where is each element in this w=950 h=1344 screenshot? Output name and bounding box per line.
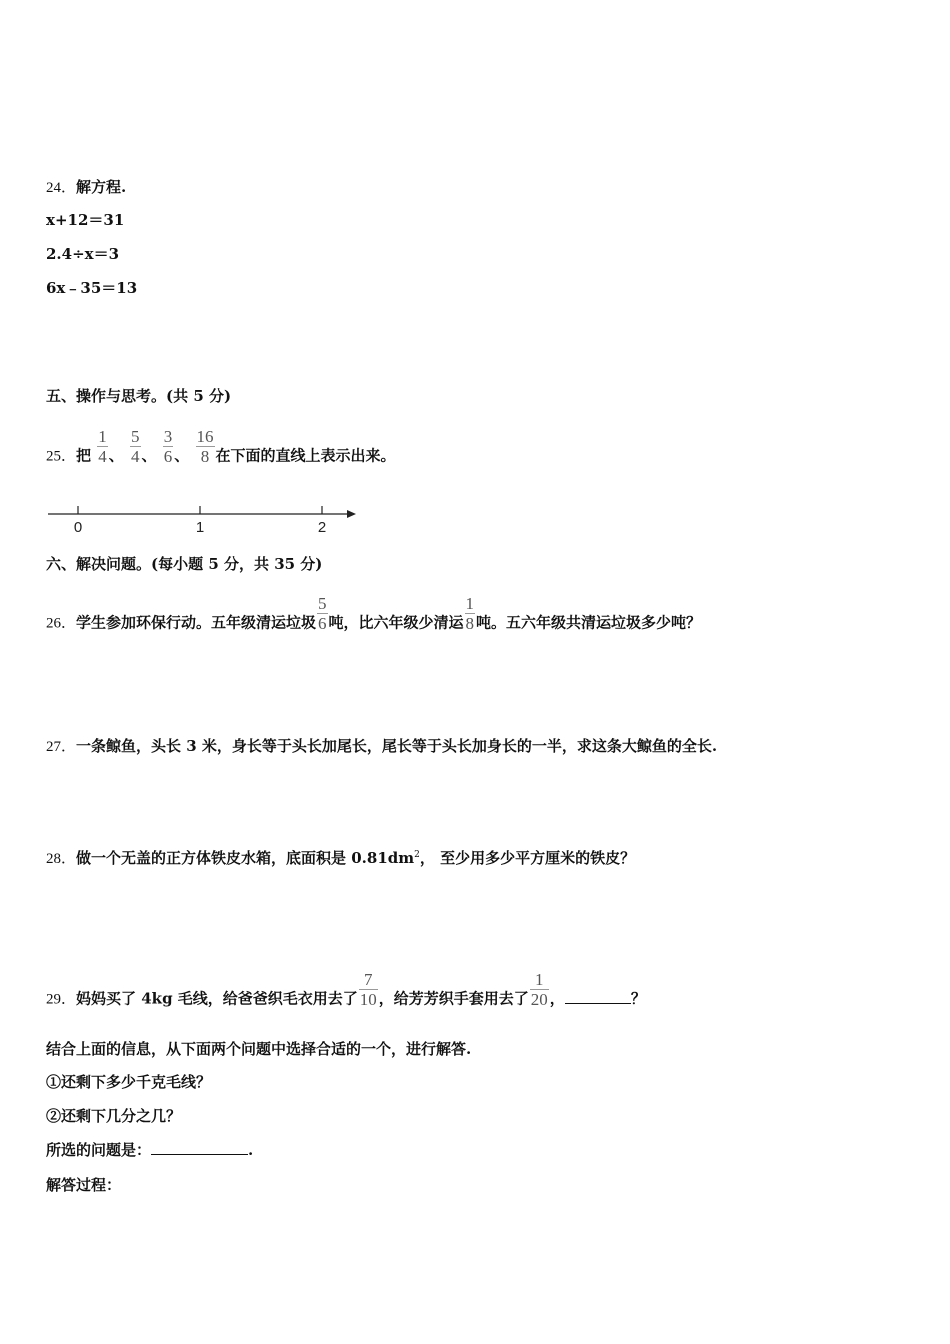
- q26-part3: 吨。五六年级共清运垃圾多少吨？: [476, 613, 702, 632]
- q26-line: [46, 594, 702, 643]
- q29-part2: ，给芳芳织手套用去了: [378, 989, 529, 1008]
- q24-heading: [46, 177, 126, 198]
- q29-part3: ，: [549, 989, 565, 1008]
- q25-sep-1: 、: [108, 446, 124, 465]
- q28-text-after: ， 至少用多少平方厘米的铁皮？: [419, 849, 636, 867]
- q24-title: 解方程.: [76, 178, 127, 196]
- q29-part4: ？: [630, 989, 646, 1008]
- number-line: [40, 498, 370, 540]
- q24-number: 24．: [46, 180, 77, 196]
- section-6-title: 六、解决问题。(每小题 5 分，共 35 分): [46, 555, 323, 573]
- q26-part1: 学生参加环保行动。五年级清运垃圾: [76, 613, 317, 632]
- q26-number: 26．: [46, 615, 77, 632]
- q24-equation-1: x+12＝31: [46, 211, 125, 229]
- q27-line: [46, 736, 717, 757]
- q27-number: 27．: [46, 739, 77, 755]
- q29-fraction-2: $\frac{1}{20}$: [530, 970, 548, 1009]
- q29-part1: 妈妈买了 4kg 毛线，给爸爸织毛衣用去了: [76, 989, 358, 1008]
- section-5-title: 五、操作与思考。(共 5 分): [46, 387, 232, 405]
- q29-chosen-label: 所选的问题是：: [46, 1141, 152, 1159]
- q29-answer-blank[interactable]: [565, 989, 631, 1004]
- q29-option-2: ②还剩下几分之几？: [46, 1107, 182, 1125]
- q27-text: 一条鲸鱼，头长 3 米，身长等于头长加尾长，尾长等于头长加身长的一半，求这条大鲸鱼的全长.: [76, 737, 718, 755]
- q24-equation-2: 2.4÷x＝3: [46, 245, 120, 263]
- q29-line: [46, 970, 646, 1019]
- q29-chosen-blank[interactable]: [151, 1140, 248, 1155]
- q28-text-before: 做一个无盖的正方体铁皮水箱，底面积是 0.81dm: [76, 849, 415, 867]
- tick-label-2: 2: [317, 519, 327, 536]
- q26-part2: 吨，比六年级少清运: [328, 613, 464, 632]
- q25-line: [46, 427, 396, 476]
- q26-fraction-1: $\frac{5}{6}$: [318, 594, 327, 633]
- number-line-arrow: [347, 510, 356, 518]
- q28-number: 28．: [46, 851, 77, 867]
- q25-sep-3: 、: [174, 446, 190, 465]
- q29-instruction: 结合上面的信息，从下面两个问题中选择合适的一个，进行解答.: [46, 1040, 472, 1058]
- q29-option-1: ①还剩下多少千克毛线？: [46, 1073, 212, 1091]
- q29-chosen-line: [46, 1140, 253, 1160]
- q25-sep-2: 、: [141, 446, 157, 465]
- q25-fraction-2: $\frac{5}{4}$: [131, 427, 140, 466]
- q24-equation-3: 6x﹣35＝13: [46, 279, 138, 297]
- q29-fraction-1: $\frac{7}{10}$: [359, 970, 377, 1009]
- q26-fraction-2: $\frac{1}{8}$: [465, 594, 475, 633]
- q25-fraction-3: $\frac{3}{6}$: [163, 427, 173, 466]
- q25-tail: 在下面的直线上表示出来。: [215, 446, 396, 465]
- q29-number: 29．: [46, 991, 77, 1008]
- q28-line: [46, 845, 635, 869]
- q25-fraction-4: $\frac{16}{8}$: [196, 427, 214, 466]
- tick-label-0: 0: [73, 519, 83, 536]
- q25-fraction-1: $\frac{1}{4}$: [98, 427, 107, 466]
- tick-label-1: 1: [195, 519, 205, 536]
- q28-superscript: 2: [414, 850, 420, 860]
- q29-process-label: 解答过程：: [46, 1176, 122, 1194]
- q25-number: 25．: [46, 448, 77, 465]
- q29-chosen-end: .: [248, 1141, 254, 1159]
- q25-lead: 把: [76, 446, 92, 465]
